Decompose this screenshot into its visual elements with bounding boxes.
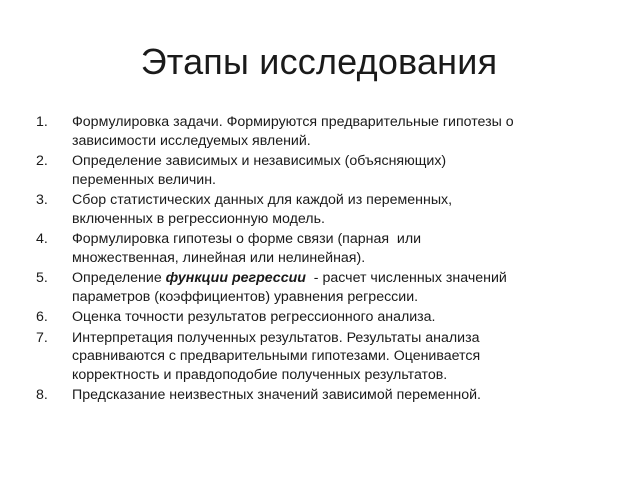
item-text (72, 386, 616, 405)
item-text (72, 230, 616, 267)
item-number: 8. (36, 387, 48, 403)
slide-title: Этапы исследования (140, 41, 498, 82)
list-item (36, 329, 616, 385)
item-text-line: сравниваются с предварительными гипотезами. Оценивается (72, 348, 481, 364)
list-item (36, 269, 616, 306)
item-text (72, 113, 616, 150)
stages-list (36, 113, 616, 407)
item-text-line-prefix: Определение (72, 270, 166, 286)
item-text (72, 329, 616, 385)
list-item (36, 152, 616, 189)
item-text-line: Оценка точности результатов регрессионного анализа. (72, 309, 436, 325)
item-text-line-suffix: - расчет численных значений (305, 270, 507, 286)
item-number: 4. (36, 231, 48, 247)
regression-function-term: функции регрессии (165, 270, 306, 286)
item-text-line: параметров (коэффициентов) уравнения регрессии. (72, 288, 419, 305)
item-number: 7. (36, 329, 48, 346)
item-text-line: Предсказание неизвестных значений зависимой переменной. (72, 387, 481, 403)
list-item (36, 191, 616, 228)
item-text-line: Определение зависимых и независимых (объясняющих) (72, 153, 447, 169)
item-text-line: Интерпретация полученных результатов. Результаты анализа (72, 329, 480, 346)
item-number: 5. (36, 270, 48, 286)
list-item (36, 308, 616, 327)
item-text (72, 152, 616, 189)
item-text-line: множественная, линейная или нелинейная). (72, 249, 366, 266)
list-item (36, 113, 616, 150)
item-text-line: зависимости исследуемых явлений. (72, 132, 311, 149)
list-item (36, 230, 616, 267)
item-number: 6. (36, 309, 48, 325)
item-text-line: переменных величин. (72, 171, 216, 188)
item-text-line: Сбор статистических данных для каждой из переменных, (72, 192, 453, 208)
list-item (36, 386, 616, 405)
item-text-line: корректность и правдоподобие полученных результатов. (72, 366, 448, 383)
item-text (72, 308, 616, 327)
item-text (72, 191, 616, 228)
item-text (72, 269, 616, 306)
item-number: 3. (36, 192, 48, 208)
item-number: 2. (36, 153, 48, 169)
item-text-line: Формулировка гипотезы о форме связи (парная или (72, 231, 422, 247)
item-text-line: включенных в регрессионную модель. (72, 210, 325, 227)
item-text-line: Формулировка задачи. Формируются предварительные гипотезы о (72, 114, 514, 130)
item-number: 1. (36, 114, 48, 130)
